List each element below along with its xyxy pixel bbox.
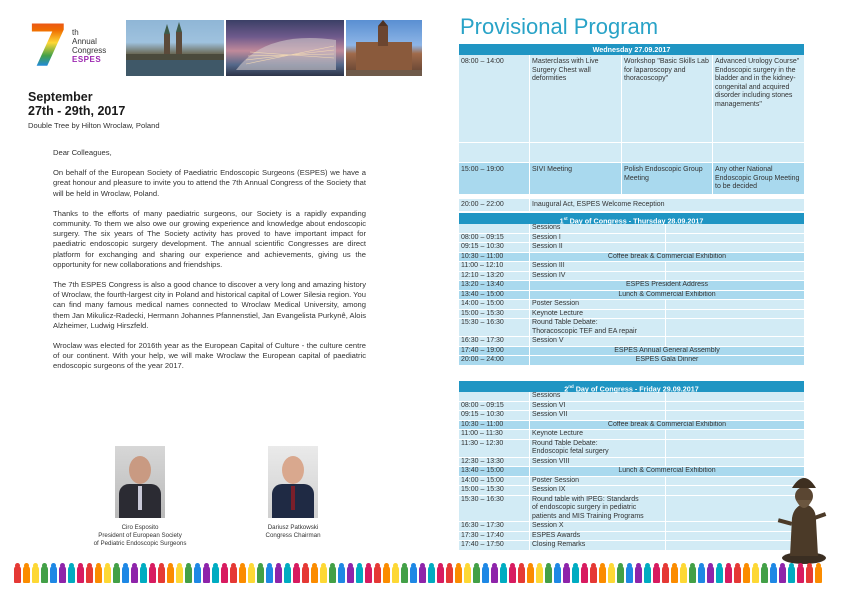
table-row (459, 224, 804, 234)
table-header: Wednesday 27.09.2017 (459, 44, 804, 55)
time-cell: 15:00 – 15:30 (459, 310, 530, 319)
time-cell: 10:30 – 11:00 (459, 421, 530, 430)
figure-icon (788, 566, 795, 583)
friday-table (459, 381, 804, 551)
table-row: 08:00 – 14:00 Masterclass with Live Surgery Chest wall deformities Workshop "Basic Skills Lab for laparoscopy and thoracoscopy" Advanced Urology Course" Endoscopic surgery in the bladder and in the kidney- congenital and acquired disorder including stones managements" (459, 55, 804, 143)
figure-icon (32, 566, 39, 583)
figure-icon (527, 566, 534, 583)
figure-icon (815, 566, 822, 583)
figure-icon (545, 566, 552, 583)
logo-text: th Annual Congress ESPES (72, 28, 107, 64)
figure-icon (572, 566, 579, 583)
table-header: 2nd Day of Congress - Friday 29.09.2017 (459, 381, 804, 392)
time-cell: 08:00 – 09:15 (459, 234, 530, 243)
figure-icon (221, 566, 228, 583)
time-cell: 16:30 – 17:30 (459, 337, 530, 346)
signatory-chairman: Dariusz Patkowski Congress Chairman (238, 446, 348, 540)
city-photo-building (226, 20, 344, 76)
event-cell: Lunch & Commercial Exhibition (618, 467, 716, 474)
figure-icon (743, 566, 750, 583)
table-row: 15:00 – 19:00 SIVI Meeting Polish Endoscopic Group Meeting Any other National Endoscopic Group Meeting to be decided (459, 163, 804, 195)
figure-icon (671, 566, 678, 583)
figure-icon (716, 566, 723, 583)
table-row (459, 532, 804, 542)
time-cell: 13:40 – 15:00 (459, 467, 530, 476)
portrait-photo (115, 446, 165, 518)
figure-icon (626, 566, 633, 583)
time-cell: 13:20 – 13:40 (459, 281, 530, 290)
time-cell: 08:00 – 09:15 (459, 402, 530, 411)
figure-icon (482, 566, 489, 583)
figure-icon (554, 566, 561, 583)
decorative-figure-border (14, 566, 830, 584)
event-cell: Session IV (530, 272, 666, 281)
city-photo-cathedral (126, 20, 224, 76)
figure-icon (311, 566, 318, 583)
dwarf-statue-image (772, 458, 832, 566)
figure-icon (689, 566, 696, 583)
figure-icon (185, 566, 192, 583)
figure-icon (374, 566, 381, 583)
time-cell (459, 224, 530, 233)
figure-icon (698, 566, 705, 583)
event-cell: ESPES Awards (530, 532, 666, 541)
time-cell: 17:40 – 17:50 (459, 541, 530, 550)
table-row (459, 392, 804, 402)
table-row (459, 522, 804, 532)
figure-icon (608, 566, 615, 583)
table-row (459, 541, 804, 551)
table-row (459, 253, 804, 263)
letter-paragraph: The 7th ESPES Congress is also a good chance to discover a very long and amazing history of Wroclaw, the fourth-largest city in Poland and historical capital of Lower Silesia region. You can find many famous medical names connected to Wroclaw Medical University, among them Jan Mikulicz-Radecki, Hermann Johannes Pfannenstiel, Jan Evangelista Purkynê, Alois Alzheimer, Ludwig Hirszfeld. (53, 280, 366, 330)
welcome-letter (53, 148, 366, 382)
figure-icon (617, 566, 624, 583)
figure-icon (239, 566, 246, 583)
table-row (459, 421, 804, 431)
figure-icon (194, 566, 201, 583)
figure-icon (455, 566, 462, 583)
time-cell: 20:00 – 24:00 (459, 356, 530, 365)
table-row (459, 310, 804, 320)
figure-icon (86, 566, 93, 583)
event-cell: Coffee break & Commercial Exhibition (607, 252, 727, 260)
time-cell: 10:30 – 11:00 (459, 253, 530, 262)
figure-icon (761, 566, 768, 583)
event-cell: Session VIII (530, 458, 666, 467)
congress-logo (28, 12, 118, 82)
wednesday-table (459, 44, 804, 212)
figure-icon (176, 566, 183, 583)
event-cell: Session I (530, 234, 666, 243)
event-cell: Coffee break & Commercial Exhibition (607, 420, 727, 428)
figure-icon (491, 566, 498, 583)
table-row (459, 440, 804, 458)
time-cell: 17:30 – 17:40 (459, 532, 530, 541)
figure-icon (536, 566, 543, 583)
event-cell: Round table with IPEG: Standards of endoscopic surgery in pediatric patients and MIS Training Programs (530, 496, 666, 522)
table-row (459, 234, 804, 244)
letter-greeting: Dear Colleagues, (53, 148, 112, 157)
time-cell: 16:30 – 17:30 (459, 522, 530, 531)
figure-icon (464, 566, 471, 583)
table-row (459, 262, 804, 272)
figure-icon (383, 566, 390, 583)
figure-icon (356, 566, 363, 583)
figure-icon (320, 566, 327, 583)
time-cell: 15:00 – 15:30 (459, 486, 530, 495)
event-cell: Poster Session (530, 300, 666, 309)
figure-icon (77, 566, 84, 583)
figure-icon (23, 566, 30, 583)
table-row (459, 486, 804, 496)
event-cell: Poster Session (530, 477, 666, 486)
figure-icon (590, 566, 597, 583)
figure-icon (446, 566, 453, 583)
figure-icon (275, 566, 282, 583)
table-row (459, 337, 804, 347)
figure-icon (50, 566, 57, 583)
figure-icon (500, 566, 507, 583)
figure-icon (779, 566, 786, 583)
table-row (459, 281, 804, 291)
portrait-photo (268, 446, 318, 518)
table-row (459, 319, 804, 337)
city-photo-townhall (346, 20, 422, 76)
event-cell: Sessions (530, 392, 666, 401)
figure-icon (725, 566, 732, 583)
figure-icon (581, 566, 588, 583)
figure-icon (662, 566, 669, 583)
figure-icon (122, 566, 129, 583)
event-cell: Lunch & Commercial Exhibition (618, 290, 716, 298)
table-row: 20:00 – 22:00 Inaugural Act, ESPES Welcome Reception (459, 199, 804, 212)
figure-icon (41, 566, 48, 583)
figure-icon (752, 566, 759, 583)
figure-icon (563, 566, 570, 583)
table-row (459, 356, 804, 366)
time-cell: 11:00 – 11:30 (459, 430, 530, 439)
congress-dates: September 27th - 29th, 2017 (28, 90, 126, 118)
figure-icon (14, 566, 21, 583)
event-cell: Round Table Debate: Endoscopic fetal surgery (530, 440, 666, 457)
figure-icon (509, 566, 516, 583)
letter-paragraph: On behalf of the European Society of Paediatric Endoscopic Surgeons (ESPES) we have a great honour and pleasure to invite you to attend the 7th Annual Congress of the Society that will be held in Wroclaw, Poland. (53, 168, 366, 198)
table-row (459, 477, 804, 487)
event-cell: Session II (530, 243, 666, 252)
figure-icon (635, 566, 642, 583)
figure-icon (104, 566, 111, 583)
time-cell: 09:15 – 10:30 (459, 411, 530, 420)
table-row (459, 300, 804, 310)
figure-icon (284, 566, 291, 583)
figure-icon (392, 566, 399, 583)
figure-icon (410, 566, 417, 583)
figure-icon (68, 566, 75, 583)
figure-icon (599, 566, 606, 583)
event-cell: Session VI (530, 402, 666, 411)
table-row (459, 347, 804, 357)
table-row (459, 291, 804, 301)
signatory-president: Ciro Esposito President of European Society of Pediatric Endoscopic Surgeons (70, 446, 210, 548)
table-row (459, 411, 804, 421)
event-cell: Keynote Lecture (530, 310, 666, 319)
event-cell: ESPES President Address (625, 281, 709, 288)
event-cell: ESPES Gala Dinner (635, 356, 699, 363)
event-cell: Keynote Lecture (530, 430, 666, 439)
program-title: Provisional Program (460, 14, 659, 39)
time-cell: 15:30 – 16:30 (459, 319, 530, 336)
table-row (459, 458, 804, 468)
time-cell: 12:10 – 13:20 (459, 272, 530, 281)
figure-icon (158, 566, 165, 583)
event-cell: Session IX (530, 486, 666, 495)
figure-icon (230, 566, 237, 583)
table-row (459, 467, 804, 477)
figure-icon (680, 566, 687, 583)
figure-icon (734, 566, 741, 583)
figure-icon (113, 566, 120, 583)
time-cell: 12:30 – 13:30 (459, 458, 530, 467)
event-cell: Sessions (530, 224, 666, 233)
figure-icon (329, 566, 336, 583)
table-row (459, 243, 804, 253)
figure-icon (419, 566, 426, 583)
event-cell: Session X (530, 522, 666, 531)
time-cell: 17:40 – 19:00 (459, 347, 530, 356)
event-cell: ESPES Annual General Assembly (614, 346, 720, 354)
letter-paragraph: Thanks to the efforts of many paediatric surgeons, our Society is a rapidly expanding community. To them we also owe our growing experience and knowledge about endoscopic surgery. The six years of The Society activity has proved to have important impact for paediatric endoscopic surgery development. The annual scientific Congresses are direct platform for exchanging and sharing our experience and achievements, giving us the opportunity for new collaborations and friendships. (53, 208, 366, 269)
figure-icon (266, 566, 273, 583)
figure-icon (167, 566, 174, 583)
time-cell: 14:00 – 15:00 (459, 477, 530, 486)
figure-icon (338, 566, 345, 583)
figure-icon (212, 566, 219, 583)
table-row (459, 272, 804, 282)
event-cell: Closing Remarks (530, 541, 666, 550)
table-header: 1st Day of Congress - Thursday 28.09.2017 (459, 213, 804, 224)
time-cell: 15:30 – 16:30 (459, 496, 530, 522)
figure-icon (149, 566, 156, 583)
figure-icon (257, 566, 264, 583)
figure-icon (428, 566, 435, 583)
time-cell: 11:00 – 12:10 (459, 262, 530, 271)
time-cell: 13:40 – 15:00 (459, 291, 530, 300)
letter-paragraph: Wroclaw was elected for 2016th year as the European Capital of Culture - the culture centre of our continent. With your help, we will make Wroclaw the European capital of paediatric endoscopic surgeons of the year 2017. (53, 341, 366, 371)
figure-icon (644, 566, 651, 583)
event-cell: Session VII (530, 411, 666, 420)
time-cell: 09:15 – 10:30 (459, 243, 530, 252)
figure-icon (302, 566, 309, 583)
table-row (459, 143, 804, 163)
figure-icon (131, 566, 138, 583)
table-row (459, 430, 804, 440)
figure-icon (437, 566, 444, 583)
logo-number: 7 (28, 12, 69, 80)
time-cell: 14:00 – 15:00 (459, 300, 530, 309)
figure-icon (248, 566, 255, 583)
figure-icon (653, 566, 660, 583)
figure-icon (473, 566, 480, 583)
figure-icon (203, 566, 210, 583)
thursday-table (459, 213, 804, 366)
figure-icon (797, 566, 804, 583)
figure-icon (770, 566, 777, 583)
figure-icon (140, 566, 147, 583)
time-cell: 11:30 – 12:30 (459, 440, 530, 457)
figure-icon (806, 566, 813, 583)
figure-icon (707, 566, 714, 583)
venue: Double Tree by Hilton Wroclaw, Poland (28, 121, 160, 130)
figure-icon (95, 566, 102, 583)
figure-icon (518, 566, 525, 583)
event-cell: Round Table Debate: Thoracoscopic TEF and EA repair (530, 319, 666, 336)
figure-icon (59, 566, 66, 583)
table-row (459, 402, 804, 412)
time-cell (459, 392, 530, 401)
figure-icon (293, 566, 300, 583)
figure-icon (401, 566, 408, 583)
figure-icon (365, 566, 372, 583)
table-row (459, 496, 804, 523)
figure-icon (347, 566, 354, 583)
event-cell: Session III (530, 262, 666, 271)
event-cell: Session V (530, 337, 666, 346)
